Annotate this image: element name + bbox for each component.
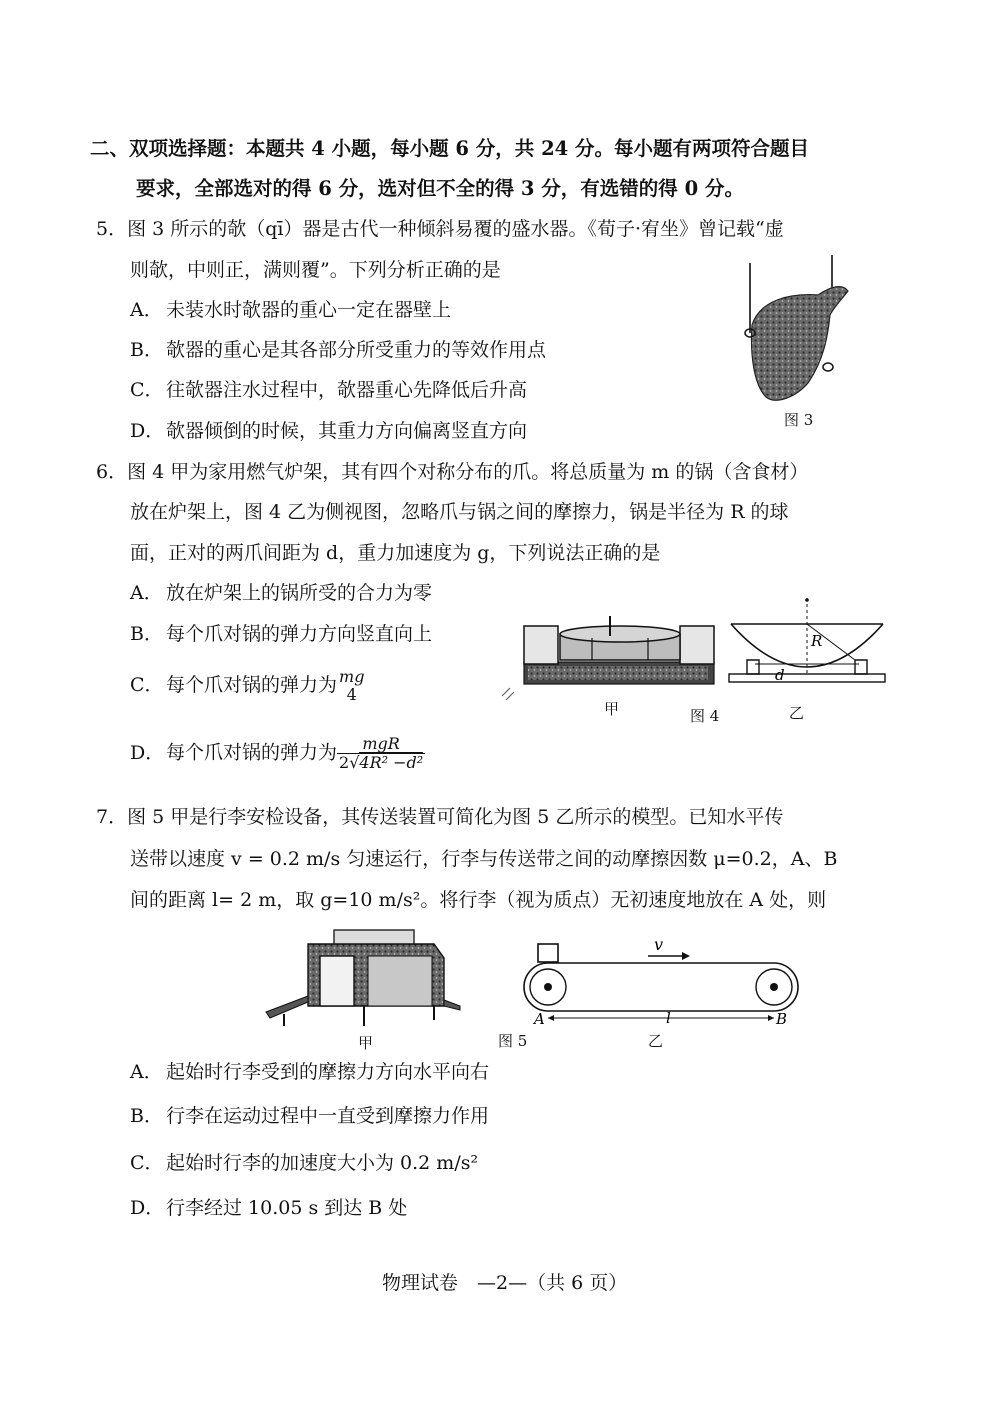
- figure-5-yi-conveyor: [526, 932, 798, 1027]
- figure-3-caption: 图 3: [784, 411, 814, 429]
- q5-option-a: [130, 297, 451, 323]
- q6-stem-line1: 6．图 4 甲为家用燃气炉架，其有四个对称分布的爪。将总质量为 m 的锅（含食材）: [96, 461, 809, 483]
- q6-option-c: [130, 668, 366, 704]
- figure-5-label-l: l: [666, 1009, 671, 1027]
- q6-stem-line2: 放在炉架上，图 4 乙为侧视图，忽略爪与锅之间的摩擦力，锅是半径为 R 的球: [130, 501, 789, 523]
- option-letter: C．: [130, 379, 164, 401]
- figure-5-jia-label: 甲: [358, 1034, 374, 1052]
- fraction-denominator: 4: [346, 685, 357, 704]
- q5-option-b: [130, 337, 546, 363]
- option-text: 每个爪对锅的弹力为: [166, 741, 338, 764]
- option-letter: D．: [130, 741, 165, 764]
- option-letter: C．: [130, 1152, 164, 1174]
- figure-5-label-A: A: [534, 1010, 545, 1028]
- q7-stem-line3: 间的距离 l= 2 m，取 g=10 m/s²。将行李（视为质点）无初速度地放在 A 处，则: [130, 889, 827, 911]
- option-text: 未装水时欹器的重心一定在器壁上: [166, 299, 452, 321]
- figure-5-label-v: v: [654, 935, 664, 954]
- sqrt-radicand: 4R² −d²: [359, 753, 424, 772]
- option-text: 放在炉架上的锅所受的合力为零: [166, 582, 433, 604]
- option-text: 行李经过 10.05 s 到达 B 处: [166, 1197, 408, 1219]
- q5-option-c: [130, 377, 527, 403]
- q6-option-a: [130, 580, 432, 606]
- figure-4-yi-label: 乙: [789, 704, 805, 722]
- figure-4-yi-side-view: [725, 598, 890, 698]
- figure-5-label-B: B: [776, 1010, 788, 1028]
- section-heading-line2: 要求，全部选对的得 6 分，选对但不全的得 3 分，有选错的得 0 分。: [136, 177, 744, 200]
- figure-4-jia-stove: [500, 612, 715, 702]
- figure-4-label-d: d: [775, 666, 785, 684]
- option-letter: B．: [130, 623, 163, 645]
- option-text: 往欹器注水过程中，欹器重心先降低后升高: [166, 379, 528, 401]
- option-text: 欹器倾倒的时候，其重力方向偏离竖直方向: [166, 420, 528, 442]
- denominator-coefficient: 2: [339, 753, 350, 772]
- figure-4-caption: 图 4: [690, 707, 720, 725]
- option-text: 起始时行李的加速度大小为 0.2 m/s²: [166, 1152, 479, 1174]
- fraction-denominator: [337, 753, 425, 772]
- figure-4-label-R: R: [811, 632, 823, 650]
- option-letter: A．: [130, 582, 163, 604]
- option-text: 行李在运动过程中一直受到摩擦力作用: [166, 1105, 490, 1127]
- figure-5-caption: 图 5: [498, 1032, 528, 1050]
- option-text: 欹器的重心是其各部分所受重力的等效作用点: [166, 339, 547, 361]
- option-text: 每个爪对锅的弹力为: [166, 674, 338, 696]
- q6-option-d: [130, 735, 425, 772]
- option-letter: A．: [130, 299, 163, 321]
- figure-5-yi-label: 乙: [648, 1032, 664, 1050]
- option-d-fraction: [337, 735, 425, 772]
- q6-option-b: [130, 621, 432, 647]
- figure-5-jia-scanner: [264, 926, 464, 1030]
- fraction-numerator: mgR: [362, 734, 400, 753]
- option-text: 每个爪对锅的弹力方向竖直向上: [166, 623, 433, 645]
- option-c-fraction: [337, 668, 366, 704]
- q7-option-d: [130, 1195, 407, 1221]
- q7-option-b: [130, 1103, 489, 1129]
- q7-stem-line2: 送带以速度 v = 0.2 m/s 匀速运行，行李与传送带之间的动摩擦因数 μ=0.2，A、B: [130, 848, 838, 870]
- page-footer: 物理试卷 —2—（共 6 页）: [382, 1272, 628, 1294]
- option-letter: D．: [130, 420, 165, 442]
- option-letter: B．: [130, 1105, 163, 1127]
- option-letter: A．: [130, 1061, 163, 1083]
- option-text: 起始时行李受到的摩擦力方向水平向右: [166, 1061, 490, 1083]
- option-letter: D．: [130, 1197, 165, 1219]
- sqrt-symbol: √: [349, 753, 360, 772]
- q5-stem-line1: 5．图 3 所示的欹（qī）器是古代一种倾斜易覆的盛水器。《荀子·宥坐》曾记载“虚: [96, 218, 784, 240]
- option-letter: B．: [130, 339, 163, 361]
- q5-stem-line2: 则欹，中则正，满则覆”。下列分析正确的是: [130, 259, 501, 281]
- q6-stem-line3: 面，正对的两爪间距为 d，重力加速度为 g，下列说法正确的是: [130, 542, 661, 564]
- figure-3-qi-vessel: [730, 255, 860, 415]
- q7-option-a: [130, 1059, 489, 1085]
- section-heading-line1: 二、双项选择题：本题共 4 小题，每小题 6 分，共 24 分。每小题有两项符合题目: [90, 137, 810, 160]
- q7-option-c: [130, 1150, 478, 1176]
- figure-4-jia-label: 甲: [604, 700, 620, 718]
- fraction-numerator: mg: [339, 667, 365, 686]
- q7-stem-line1: 7．图 5 甲是行李安检设备，其传送装置可简化为图 5 乙所示的模型。已知水平传: [96, 806, 784, 828]
- q5-option-d: [130, 418, 527, 444]
- option-letter: C．: [130, 674, 164, 696]
